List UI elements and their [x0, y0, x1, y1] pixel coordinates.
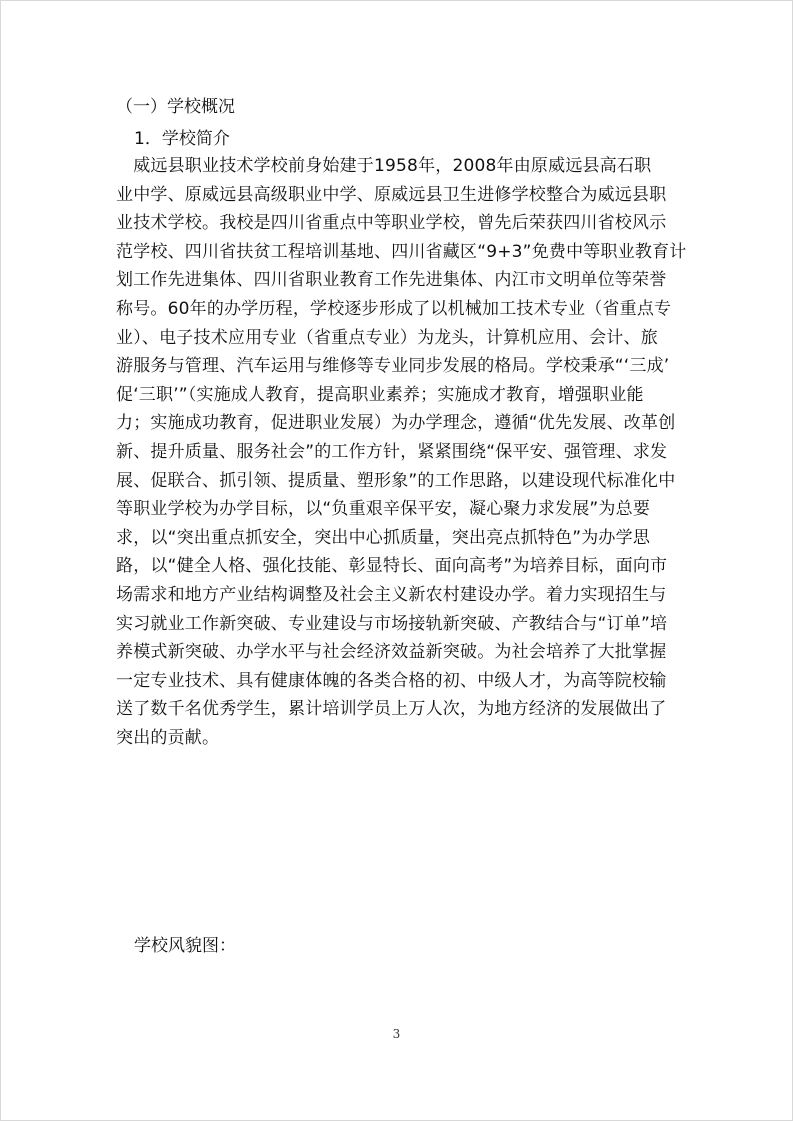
paragraph-line: 路，以“健全人格、强化技能、彰显特长、面向高考”为培养目标，面向市 — [116, 556, 668, 577]
page-number: 3 — [392, 1027, 401, 1041]
paragraph-line: 范学校、四川省扶贫工程培训基地、四川省藏区“9+3”免费中等职业教育计 — [116, 241, 687, 262]
section-heading: （一）学校概况 — [116, 97, 235, 117]
paragraph-line: 求，以“突出重点抓安全，突出中心抓质量，突出亮点抓特色”为办学思 — [116, 527, 651, 548]
paragraph-line: 业）、电子技术应用专业（省重点专业）为龙头，计算机应用、会计、旅 — [116, 327, 658, 348]
school-photos-caption: 学校风貌图： — [134, 936, 236, 956]
paragraph-line: 新、提升质量、服务社会”的工作方针，紧紧围绕“保平安、强管理、求发 — [116, 441, 668, 462]
paragraph-line: 力；实施成功教育，促进职业发展）为办学理念，遵循“优先发展、改革创 — [116, 413, 676, 434]
school-intro-paragraph — [116, 152, 687, 752]
paragraph-line: 业技术学校。我校是四川省重点中等职业学校，曾先后荣获四川省校风示 — [116, 213, 667, 234]
paragraph-line: 展、促联合、抓引领、提质量、塑形象”的工作思路，以建设现代标准化中 — [116, 470, 676, 491]
paragraph-line: 促‘三职’”（实施成人教育，提高职业素养；实施成才教育，增强职业能 — [116, 384, 644, 405]
paragraph-line: 养模式新突破、办学水平与社会经济效益新突破。为社会培养了大批掌握 — [116, 642, 667, 663]
paragraph-line: 送了数千名优秀学生，累计培训学员上万人次，为地方经济的发展做出了 — [116, 699, 667, 720]
paragraph-line: 一定专业技术、具有健康体魄的各类合格的初、中级人才，为高等院校输 — [116, 670, 667, 691]
paragraph-line: 突出的贡献。 — [116, 727, 220, 748]
paragraph-line: 实习就业工作新突破、专业建设与市场接轨新突破、产教结合与“订单”培 — [116, 613, 668, 634]
paragraph-line: 划工作先进集体、四川省职业教育工作先进集体、内江市文明单位等荣誉 — [116, 270, 667, 291]
paragraph-line: 等职业学校为办学目标，以“负重艰辛保平安，凝心聚力求发展”为总要 — [116, 499, 651, 520]
paragraph-line: 称号。60年的办学历程，学校逐步形成了以机械加工技术专业（省重点专 — [116, 298, 672, 319]
paragraph-line: 游服务与管理、汽车运用与维修等专业同步发展的格局。学校秉承“‘三成’ — [116, 356, 670, 377]
paragraph-line: 业中学、原威远县高级职业中学、原威远县卫生进修学校整合为威远县职 — [116, 184, 667, 205]
paragraph-line: 威远县职业技术学校前身始建于1958年，2008年由原威远县高石职 — [116, 156, 652, 176]
subsection-heading: 1．学校简介 — [134, 129, 230, 149]
paragraph-line: 场需求和地方产业结构调整及社会主义新农村建设办学。着力实现招生与 — [116, 584, 667, 605]
